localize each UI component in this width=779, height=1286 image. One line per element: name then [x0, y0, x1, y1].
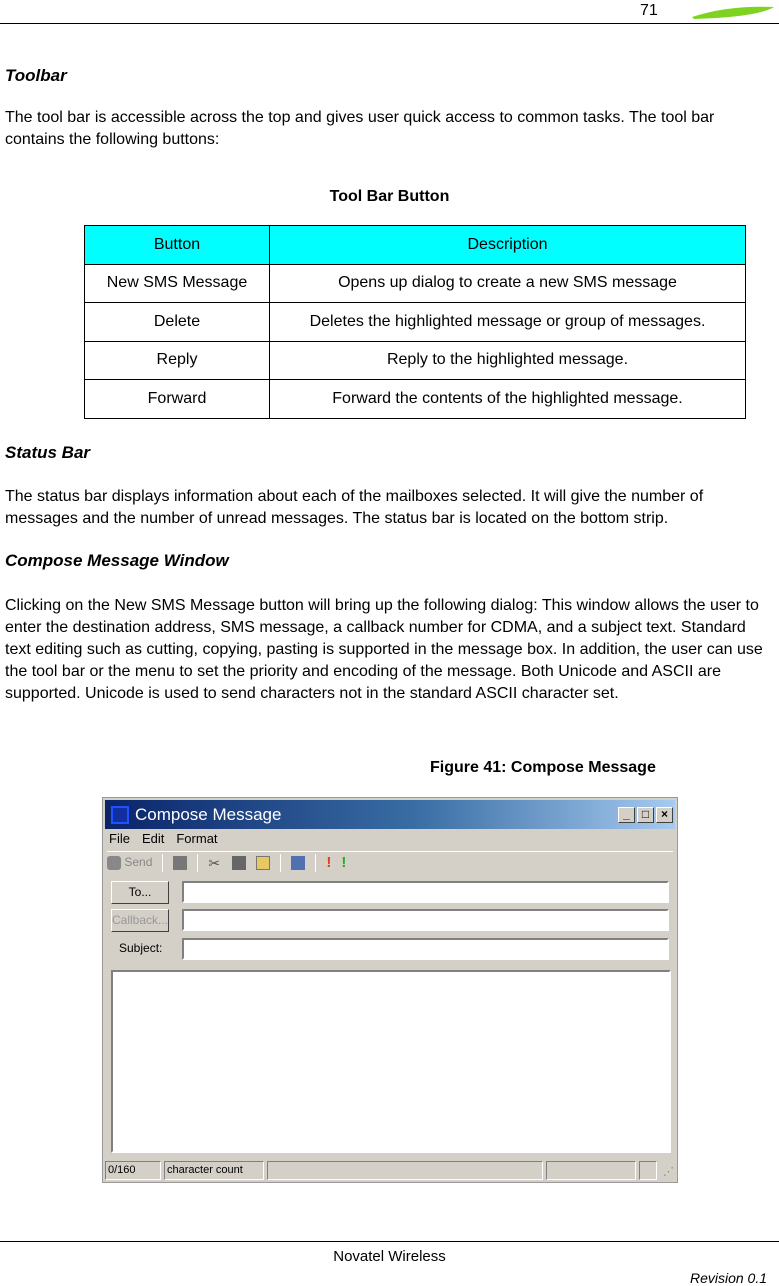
header-cell: Description	[270, 226, 746, 265]
cell: Opens up dialog to create a new SMS message	[270, 264, 746, 303]
send-icon	[107, 856, 121, 870]
table-caption: Tool Bar Button	[329, 188, 450, 205]
figure-caption: Figure 41: Compose Message	[430, 759, 656, 776]
section-title: Toolbar	[5, 66, 67, 85]
table-header-row	[85, 226, 746, 265]
section-title: Status Bar	[5, 443, 91, 462]
page-number: 71	[640, 2, 658, 19]
header-divider	[0, 23, 779, 24]
send-label: Send	[124, 855, 153, 870]
maximize-button[interactable]: □	[637, 807, 654, 823]
menu-edit[interactable]: Edit	[141, 831, 165, 846]
table-row	[85, 264, 746, 303]
resize-grip-icon[interactable]: ⋰	[663, 1166, 674, 1178]
cell: Reply	[85, 341, 270, 380]
message-body-textarea[interactable]	[111, 970, 671, 1153]
print-icon[interactable]	[173, 856, 187, 870]
toolbar	[107, 851, 673, 873]
table-row	[85, 380, 746, 419]
copy-icon[interactable]	[232, 856, 246, 870]
to-input[interactable]	[182, 881, 669, 903]
cell: Delete	[85, 303, 270, 342]
char-count-status: 0/160	[105, 1161, 161, 1180]
toolbar-separator	[280, 854, 281, 872]
footer-company: Novatel Wireless	[333, 1248, 446, 1265]
cell: New SMS Message	[85, 264, 270, 303]
section-text: The status bar displays information about each of the mailboxes selected. It will give the number of messages and the number of unread messages. The status bar is located on the bottom strip.	[5, 488, 704, 527]
menu-file[interactable]: File	[109, 831, 130, 846]
address-book-icon[interactable]	[291, 856, 305, 870]
toolbar-separator	[197, 854, 198, 872]
status-label: character count	[164, 1161, 264, 1180]
toolbar-separator	[315, 854, 316, 872]
status-pane	[546, 1161, 636, 1180]
compose-message-window	[102, 797, 678, 1183]
section-title: Compose Message Window	[5, 551, 229, 570]
send-button[interactable]	[107, 855, 152, 870]
window-title: Compose Message	[135, 804, 282, 824]
section-text: Clicking on the New SMS Message button will bring up the following dialog: This window allows the user to enter the destination address, SMS message, a callback number for CDMA, and a subject text. Standard text editing such as cutting, copying, pasting is supported in the message box. In addition, the user can use the tool bar or the menu to set the priority and encoding of the message. Both Unicode and ASCII are supported. Unicode is used to send characters not in the standard ASCII character set.	[5, 597, 763, 702]
cell: Deletes the highlighted message or group of messages.	[270, 303, 746, 342]
close-button[interactable]: ×	[656, 807, 673, 823]
cell: Reply to the highlighted message.	[270, 341, 746, 380]
menu-bar	[109, 831, 218, 846]
table-row	[85, 303, 746, 342]
subject-input[interactable]	[182, 938, 669, 960]
section-text: The tool bar is accessible across the top and gives user quick access to common tasks. The tool bar contains the following buttons:	[5, 109, 715, 148]
app-icon	[111, 806, 129, 824]
header-cell: Button	[85, 226, 270, 265]
toolbar-separator	[162, 854, 163, 872]
title-bar	[105, 800, 675, 829]
callback-input[interactable]	[182, 909, 669, 931]
low-priority-icon[interactable]: !	[341, 854, 347, 871]
minimize-button[interactable]: _	[618, 807, 635, 823]
cut-icon[interactable]: ✂	[208, 854, 221, 871]
high-priority-icon[interactable]: !	[326, 854, 332, 871]
status-pane	[267, 1161, 543, 1180]
paste-icon[interactable]	[256, 856, 270, 870]
callback-button[interactable]: Callback...	[111, 909, 169, 932]
cell: Forward	[85, 380, 270, 419]
toolbar-buttons-table	[84, 225, 746, 419]
logo-swoosh-icon	[688, 3, 776, 21]
to-button[interactable]: To...	[111, 881, 169, 904]
footer-revision: Revision 0.1	[689, 1270, 767, 1286]
cell: Forward the contents of the highlighted message.	[270, 380, 746, 419]
footer-divider	[0, 1241, 779, 1242]
status-pane	[639, 1161, 657, 1180]
table-row	[85, 341, 746, 380]
menu-format[interactable]: Format	[176, 831, 218, 846]
subject-label: Subject:	[119, 941, 163, 955]
